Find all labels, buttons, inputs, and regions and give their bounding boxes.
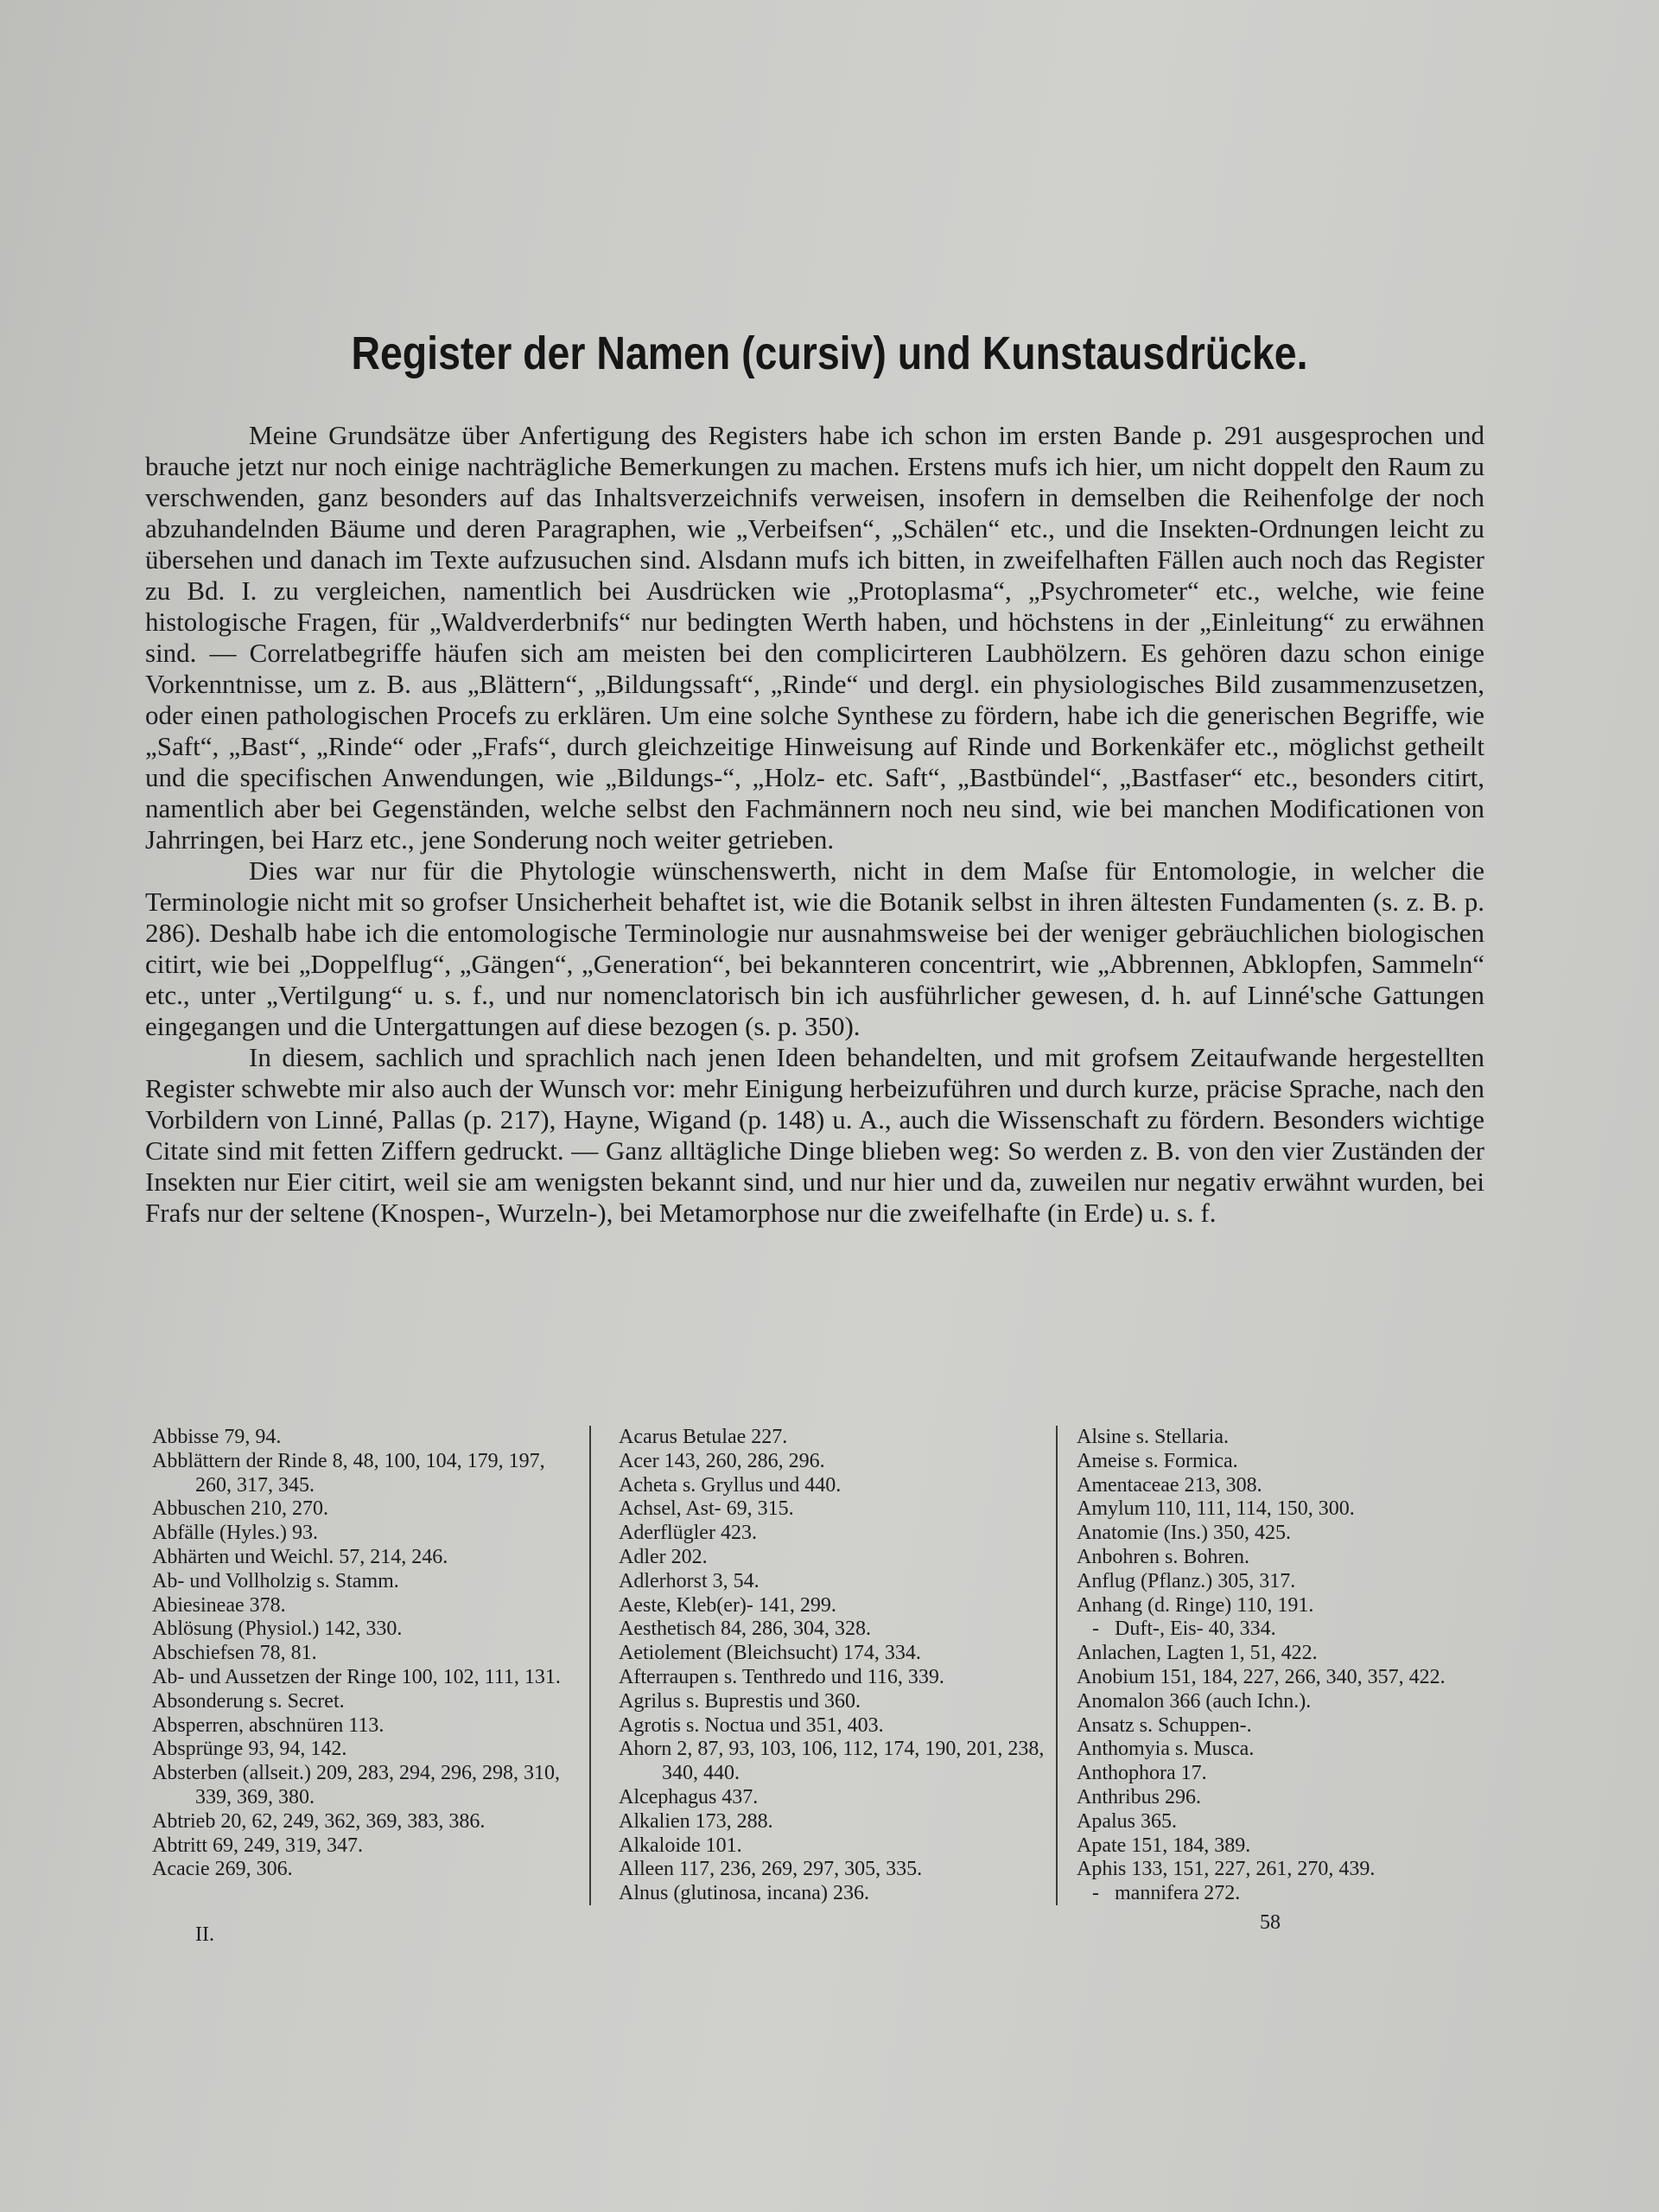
index-entry: Absonderung s. Secret.: [152, 1689, 345, 1713]
index-entry: Acacie 269, 306.: [152, 1858, 293, 1881]
index-entry: Anlachen, Lagten 1, 51, 422.: [1077, 1642, 1318, 1665]
index-entry: Absterben (allseit.) 209, 283, 294, 296, 298, 310, 339, 369, 380.: [152, 1762, 565, 1808]
index-entry: Aeste, Kleb(er)- 141, 299.: [619, 1593, 836, 1617]
page-number: 58: [1260, 1911, 1281, 1934]
index-entry: Anthribus 296.: [1077, 1785, 1201, 1808]
index-entry: Abhärten und Weichl. 57, 214, 246.: [152, 1545, 448, 1568]
index-entry: - Duft-, Eis- 40, 334.: [1077, 1618, 1276, 1641]
index-entry: Abtritt 69, 249, 319, 347.: [152, 1834, 363, 1857]
intro-paragraph-2: Dies war nur für die Phytologie wünschenswerth, nicht in dem Maſse für Entomologie, in welcher die Terminologie nicht mit so grofser Unsicherheit behaftet ist, wie die Botanik selbst in ihren ältesten Fundamenten (s. z. B. p. 286). Deshalb habe ich die entomologische Terminologie nur ausnahmsweise bei der weniger gebräuchlichen biologischen citirt, wie bei „Doppelflug“, „Gängen“, „Generation“, bei bekannteren concentrirt, wie „Abbrennen, Abklopfen, Sammeln“ etc., unter „Vertilgung“ u. s. f., und nur nomenclatorisch bin ich ausführlicher gewesen, d. h. auf Linné'sche Gattungen eingegangen und die Untergattungen auf diese bezogen (s. p. 350).: [145, 855, 1484, 1041]
index-entry: Afterraupen s. Tenthredo und 116, 339.: [619, 1665, 944, 1688]
index-entry: Aphis 133, 151, 227, 261, 270, 439.: [1077, 1858, 1376, 1881]
index-entry: Adlerhorst 3, 54.: [619, 1569, 760, 1592]
intro-text: [145, 420, 1484, 1229]
index-entry: Alkaloide 101.: [619, 1834, 742, 1857]
index-entry: Ahorn 2, 87, 93, 103, 106, 112, 174, 190, 201, 238, 340, 440.: [619, 1738, 1050, 1785]
index-entry: Alcephagus 437.: [619, 1785, 759, 1808]
intro-paragraph-1: Meine Grundsätze über Anfertigung des Registers habe ich schon im ersten Bande p. 291 ausgesprochen und brauche jetzt nur noch einige nachträgliche Bemerkungen zu machen. Erstens mufs ich hier, um nicht doppelt den Raum zu verschwenden, ganz besonders auf das Inhaltsverzeichnifs verweisen, insofern in demselben die Reihenfolge der noch abzuhandelnden Bäume und deren Paragraphen, wie „Verbeifsen“, „Schälen“ etc., und die Insekten-Ordnungen leicht zu übersehen und danach im Texte aufzusuchen sind. Alsdann mufs ich bitten, in zweifelhaften Fällen auch noch das Register zu Bd. I. zu vergleichen, namentlich bei Ausdrücken wie „Protoplasma“, „Psychrometer“ etc., welche, wie feine histologische Fragen, für „Waldverderbnifs“ nur bedingten Werth haben, und höchstens in der „Einleitung“ zu erwähnen sind. — Correlatbegriffe häufen sich am meisten bei den complicirteren Laubhölzern. Es gehören dazu schon einige Vorkenntnisse, um z. B. aus „Blättern“, „Bildungssaft“, „Rinde“ und dergl. ein physiologisches Bild zusammenzusetzen, oder einen pathologischen Procefs zu erklären. Um eine solche Synthese zu fördern, habe ich die generischen Begriffe, wie „Saft“, „Bast“, „Rinde“ oder „Frafs“, durch gleichzeitige Hinweisung auf Rinde und Borkenkäfer etc., möglichst getheilt und die specifischen Anwendungen, wie „Bildungs-“, „Holz- etc. Saft“, „Bastbündel“, „Bastfaser“ etc., besonders citirt, namentlich aber bei Gegenständen, welche selbst den Fachmännern noch neu sind, wie bei manchen Modificationen von Jahrringen, bei Harz etc., jene Sonderung noch weiter getrieben.: [145, 420, 1484, 855]
intro-paragraph-3: In diesem, sachlich und sprachlich nach jenen Ideen behandelten, und mit grofsem Zeitaufwande hergestellten Register schwebte mir also auch der Wunsch vor: mehr Einigung herbeizuführen und durch kurze, präcise Sprache, nach den Vorbildern von Linné, Pallas (p. 217), Hayne, Wigand (p. 148) u. A., auch die Wissenschaft zu fördern. Besonders wichtige Citate sind mit fetten Ziffern gedruckt. — Ganz alltägliche Dinge blieben weg: So werden z. B. von den vier Zuständen der Insekten nur Eier citirt, weil sie am wenigsten bekannt sind, und nur hier und da, zuweilen nur negativ erwähnt wurden, bei Frafs nur der seltene (Knospen-, Wurzeln-), bei Metamorphose nur die zweifelhafte (in Erde) u. s. f.: [145, 1042, 1484, 1228]
index-entry: Alkalien 173, 288.: [619, 1809, 773, 1833]
index-entry: - mannifera 272.: [1077, 1882, 1241, 1905]
index-entry: Absprünge 93, 94, 142.: [152, 1738, 347, 1761]
index-entry: Ameise s. Formica.: [1077, 1449, 1238, 1472]
index-entry: Anflug (Pflanz.) 305, 317.: [1077, 1569, 1296, 1592]
index-entry: Anhang (d. Ringe) 110, 191.: [1077, 1593, 1314, 1617]
index-entry: Alnus (glutinosa, incana) 236.: [619, 1882, 869, 1905]
index-entry: Ablösung (Physiol.) 142, 330.: [152, 1618, 403, 1641]
index-entry: Aesthetisch 84, 286, 304, 328.: [619, 1618, 871, 1641]
index-entry: Abschiefsen 78, 81.: [152, 1642, 317, 1665]
index-entry: Anobium 151, 184, 227, 266, 340, 357, 422.: [1077, 1665, 1446, 1688]
index-entry: Adler 202.: [619, 1545, 708, 1568]
index-entry: Apalus 365.: [1077, 1809, 1177, 1833]
index-entry: Anbohren s. Bohren.: [1077, 1545, 1249, 1568]
index-entry: Ab- und Aussetzen der Ringe 100, 102, 111, 131.: [152, 1665, 561, 1688]
index-entry: Apate 151, 184, 389.: [1077, 1834, 1251, 1857]
index-entry: Alsine s. Stellaria.: [1077, 1426, 1229, 1448]
index-entry: Abbuschen 210, 270.: [152, 1497, 328, 1521]
index-column-3: [1077, 1426, 1509, 1906]
index-column-1: [152, 1426, 584, 1882]
index-entry: Absperren, abschnüren 113.: [152, 1713, 385, 1737]
index-entry: Agrilus s. Buprestis und 360.: [619, 1689, 861, 1713]
index-column-2: [619, 1426, 1051, 1906]
index-entry: Alleen 117, 236, 269, 297, 305, 335.: [619, 1858, 923, 1881]
index-entry: Abiesineae 378.: [152, 1593, 286, 1617]
index-entry: Amentaceae 213, 308.: [1077, 1473, 1262, 1497]
index-entry: Ansatz s. Schuppen-.: [1077, 1713, 1252, 1737]
index-entry: Acer 143, 260, 286, 296.: [619, 1449, 825, 1472]
index-entry: Abtrieb 20, 62, 249, 362, 369, 383, 386.: [152, 1809, 486, 1833]
index-entry: Anthomyia s. Musca.: [1077, 1738, 1255, 1761]
index-entry: Anthophora 17.: [1077, 1762, 1207, 1785]
index-entry: Abfälle (Hyles.) 93.: [152, 1522, 318, 1545]
signature-mark: II.: [195, 1923, 214, 1946]
index-entry: Achsel, Ast- 69, 315.: [619, 1497, 794, 1521]
index-columns: [0, 1426, 1659, 1961]
index-entry: Ab- und Vollholzig s. Stamm.: [152, 1569, 399, 1592]
index-entry: Aderflügler 423.: [619, 1522, 757, 1545]
page-title: Register der Namen (cursiv) und Kunstausdrücke.: [351, 327, 1308, 379]
index-entry: Acarus Betulae 227.: [619, 1426, 788, 1448]
index-entry: Abblättern der Rinde 8, 48, 100, 104, 179, 197, 260, 317, 345.: [152, 1449, 550, 1497]
index-entry: Anatomie (Ins.) 350, 425.: [1077, 1522, 1291, 1545]
index-entry: Agrotis s. Noctua und 351, 403.: [619, 1713, 884, 1737]
column-divider: [1056, 1426, 1058, 1905]
index-entry: Acheta s. Gryllus und 440.: [619, 1473, 842, 1497]
index-entry: Abbisse 79, 94.: [152, 1426, 282, 1448]
index-entry: Aetiolement (Bleichsucht) 174, 334.: [619, 1642, 921, 1665]
column-divider: [589, 1426, 591, 1905]
index-entry: Amylum 110, 111, 114, 150, 300.: [1077, 1497, 1355, 1521]
index-entry: Anomalon 366 (auch Ichn.).: [1077, 1689, 1312, 1713]
